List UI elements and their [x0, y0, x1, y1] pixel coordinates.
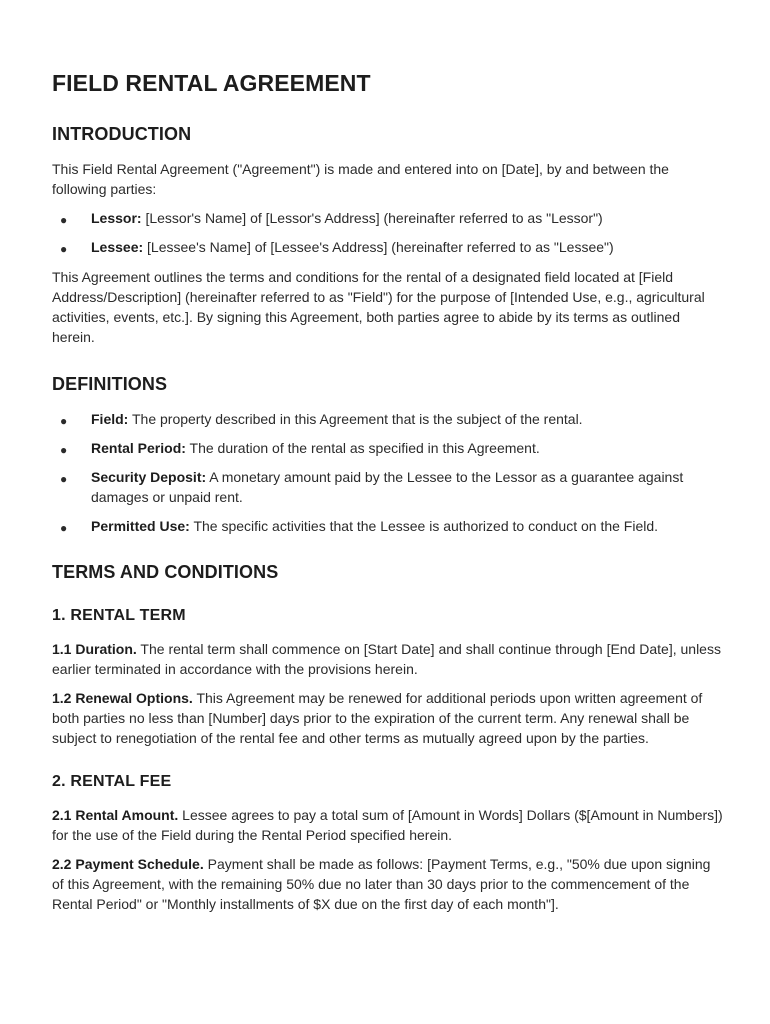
party-term: Lessee: — [91, 239, 144, 255]
definition-term: Rental Period: — [91, 440, 186, 456]
definition-text: The duration of the rental as specified in this Agreement. — [185, 440, 540, 456]
party-term: Lessor: — [91, 210, 142, 226]
bullet-icon: ● — [60, 472, 68, 486]
introduction-purpose: This Agreement outlines the terms and conditions for the rental of a designated field located at [Field Address/Description] (hereinafter referred to as "Field") for the purpose of [Intended Use, e.g., agricultural activities, events, etc.]. By signing this Agreement, both parties agree to abide by its terms as outlined herein. — [52, 269, 705, 345]
definition-text: A monetary amount paid by the Lessee to the Lessor as a guarantee against damages or unpaid rent. — [91, 469, 684, 505]
definition-term: Security Deposit: — [91, 469, 207, 485]
list-item-lessor — [52, 208, 724, 228]
bullet-icon: ● — [60, 242, 68, 256]
party-text: [Lessor's Name] of [Lessor's Address] (hereinafter referred to as "Lessor") — [141, 210, 603, 226]
clause-label: 1.2 Renewal Options. — [52, 690, 193, 706]
clause-label: 2.1 Rental Amount. — [52, 807, 179, 823]
clause-2-1 — [52, 805, 724, 845]
definitions-list — [52, 409, 724, 536]
definition-item — [52, 516, 724, 536]
document-title: FIELD RENTAL AGREEMENT — [52, 70, 371, 96]
parties-list — [52, 208, 724, 257]
introduction-lead: This Field Rental Agreement ("Agreement") is made and entered into on [Date], by and between the following parties: — [52, 161, 669, 197]
list-item-lessee — [52, 237, 724, 257]
definition-item — [52, 409, 724, 429]
bullet-icon: ● — [60, 443, 68, 457]
bullet-icon: ● — [60, 213, 68, 227]
party-text: [Lessee's Name] of [Lessee's Address] (hereinafter referred to as "Lessee") — [143, 239, 614, 255]
definition-term: Permitted Use: — [91, 518, 190, 534]
clause-label: 2.2 Payment Schedule. — [52, 856, 204, 872]
definition-text: The specific activities that the Lessee is authorized to conduct on the Field. — [189, 518, 659, 534]
clause-1-1 — [52, 639, 724, 679]
clause-text: Lessee agrees to pay a total sum of [Amount in Words] Dollars ($[Amount in Numbers]) for the use of the Field during the Rental Period specified herein. — [52, 807, 723, 843]
introduction-heading: INTRODUCTION — [52, 124, 192, 144]
definition-item — [52, 467, 724, 507]
clause-text: The rental term shall commence on [Start Date] and shall continue through [End Date], unless earlier terminated in accordance with the provisions herein. — [52, 641, 721, 677]
bullet-icon: ● — [60, 521, 68, 535]
definition-text: The property described in this Agreement that is the subject of the rental. — [128, 411, 583, 427]
document-page — [52, 70, 724, 923]
rental-fee-heading: 2. RENTAL FEE — [52, 773, 172, 790]
rental-term-heading: 1. RENTAL TERM — [52, 607, 186, 624]
clause-text: This Agreement may be renewed for additional periods upon written agreement of both parties no less than [Number] days prior to the expiration of the current term. Any renewal shall be subject to renegotiation of the rental fee and other terms as mutually agreed upon by the parties. — [52, 690, 703, 746]
clause-text: Payment shall be made as follows: [Payment Terms, e.g., "50% due upon signing of this Agreement, with the remaining 50% due no later than 30 days prior to the commencement of the Rental Period" or "Monthly installments of $X due on the first day of each month"]. — [52, 856, 711, 912]
definition-term: Field: — [91, 411, 129, 427]
bullet-icon: ● — [60, 414, 68, 428]
clause-label: 1.1 Duration. — [52, 641, 137, 657]
definition-item — [52, 438, 724, 458]
clause-1-2 — [52, 688, 724, 748]
terms-heading: TERMS AND CONDITIONS — [52, 562, 279, 582]
clause-2-2 — [52, 854, 724, 914]
definitions-heading: DEFINITIONS — [52, 374, 168, 394]
